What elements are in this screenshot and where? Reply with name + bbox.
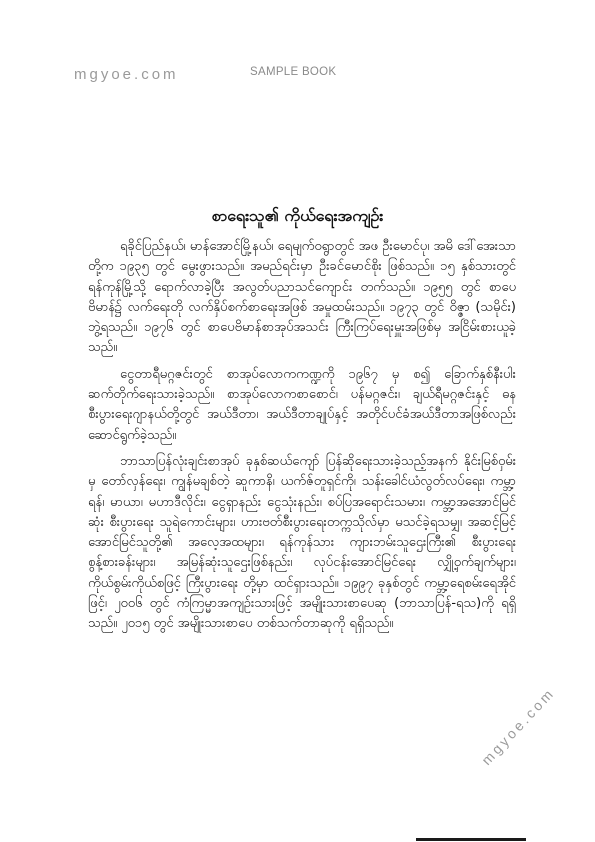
bottom-rule — [416, 838, 526, 841]
watermark-diagonal: mgyoe.com — [478, 684, 558, 768]
paragraph: ဘာသာပြန်လုံးချင်းစာအုပ် ခုနှစ်ဆယ်ကျော် ပြန်ဆိုရေးသားခဲ့သည့်အနက် နိုင်းမြစ်ဝှမ်းမှ တော်လှန်ရေး၊ ကျွန်မချစ်တဲ့ ဆူကာနိ၊ ယက်ဇ်တူရှင်ကို၊ သန်းခေါင်ယံလွတ်လပ်ရေး၊ ကမ္ဘာ့ရန်၊ မာယာ၊ မဟာဒီလိုင်း၊ ငွေရှာနည်း ငွေသုံးနည်း၊ စပ်ပြအရောင်းသမား၊ ကမ္ဘာ့အအောင်မြင်ဆုံး စီးပွားရေး သူရဲကောင်းများ၊ ဟားဗတ်စီးပွားရေးတက္ကသိုလ်မှာ မသင်ခဲ့ရသမျှ၊ အဆင့်မြင့် အောင်မြင်သူတို့၏ အလေ့အထများ၊ ရန်ကုန်သား ကျားဘမ်းသူဌေးကြီး၏ စီးပွားရေးစွန့်စားခန်းများ၊ အမြန်ဆုံးသူဌေးဖြစ်နည်း၊ လုပ်ငန်းအောင်မြင်ရေး လျှို့ဝှက်ချက်များ၊ ကိုယ်စွမ်းကိုယ်စဖြင့် ကြီးပွားရေး တို့မှာ ထင်ရှားသည်။ ၁၉၉၇ ခုနှစ်တွင် ကမ္ဘာ့ရေစမ်းရေအိုင်ဖြင့်၊ ၂၀၀၆ တွင် ကံကြမ္မာအကျဉ်းသားဖြင့် အမျိုးသားစာပေဆု (ဘာသာပြန်-ရသ)ကို ရရှိသည်။ ၂၀၁၅ တွင် အမျိုးသားစာပေ တစ်သက်တာဆုကို ရရှိသည်။ — [88, 453, 516, 632]
watermark-top: mgyoe.com — [74, 66, 179, 83]
paragraph: ရခိုင်ပြည်နယ်၊ မာန်အောင်မြို့နယ်၊ ရေမျက်ဝရွာတွင် အဖ ဦးမောင်ပု၊ အမိ ဒေါ်အေးသာတို့က ၁၉၃၅ တွင် မွေးဖွားသည်။ အမည်ရင်းမှာ ဦးခင်မောင်စိုး ဖြစ်သည်။ ၁၅ နှစ်သားတွင် ရန်ကုန်မြို့သို့ ရောက်လာခဲ့ပြီး အလွတ်ပညာသင်ကျောင်း တက်သည်။ ၁၉၅၅ တွင် စာပေဗိမာန်၌ လက်ရေးတို လက်နှိပ်စက်စာရေးအဖြစ် အမှုထမ်းသည်။ ၁၉၇၃ တွင် ဝိဇ္ဇာ (သမိုင်း) ဘွဲ့ရသည်။ ၁၉၇၆ တွင် စာပေဗိမာန်စာအုပ်အသင်း ကြီးကြပ်ရေးမှူးအဖြစ်မှ အငြိမ်းစားယူခဲ့သည်။ — [88, 239, 516, 356]
paragraph: ငွေတာရီမဂ္ဂဇင်းတွင် စာအုပ်လောကကဏ္ဍကို ၁၉၆၇ မှ စ၍ ခြောက်နှစ်နီးပါး ဆက်တိုက်ရေးသားခဲ့သည်။ စာအုပ်လောကစာစောင်၊ ပန်မဂ္ဂဇင်း၊ ချယ်ရီမဂ္ဂဇင်းနှင့် ဓနစီးပွားရေးဂျာနယ်တို့တွင် အယ်ဒီတာ၊ အယ်ဒီတာချုပ်နှင့် အတိုင်ပင်ခံအယ်ဒီတာအဖြစ်လည်း ဆောင်ရွက်ခဲ့သည်။ — [88, 366, 516, 443]
body-text — [88, 237, 516, 641]
page-title: စာရေးသူ၏ ကိုယ်ရေးအကျဉ်း — [211, 206, 384, 225]
sample-book-label: SAMPLE BOOK — [250, 66, 337, 78]
